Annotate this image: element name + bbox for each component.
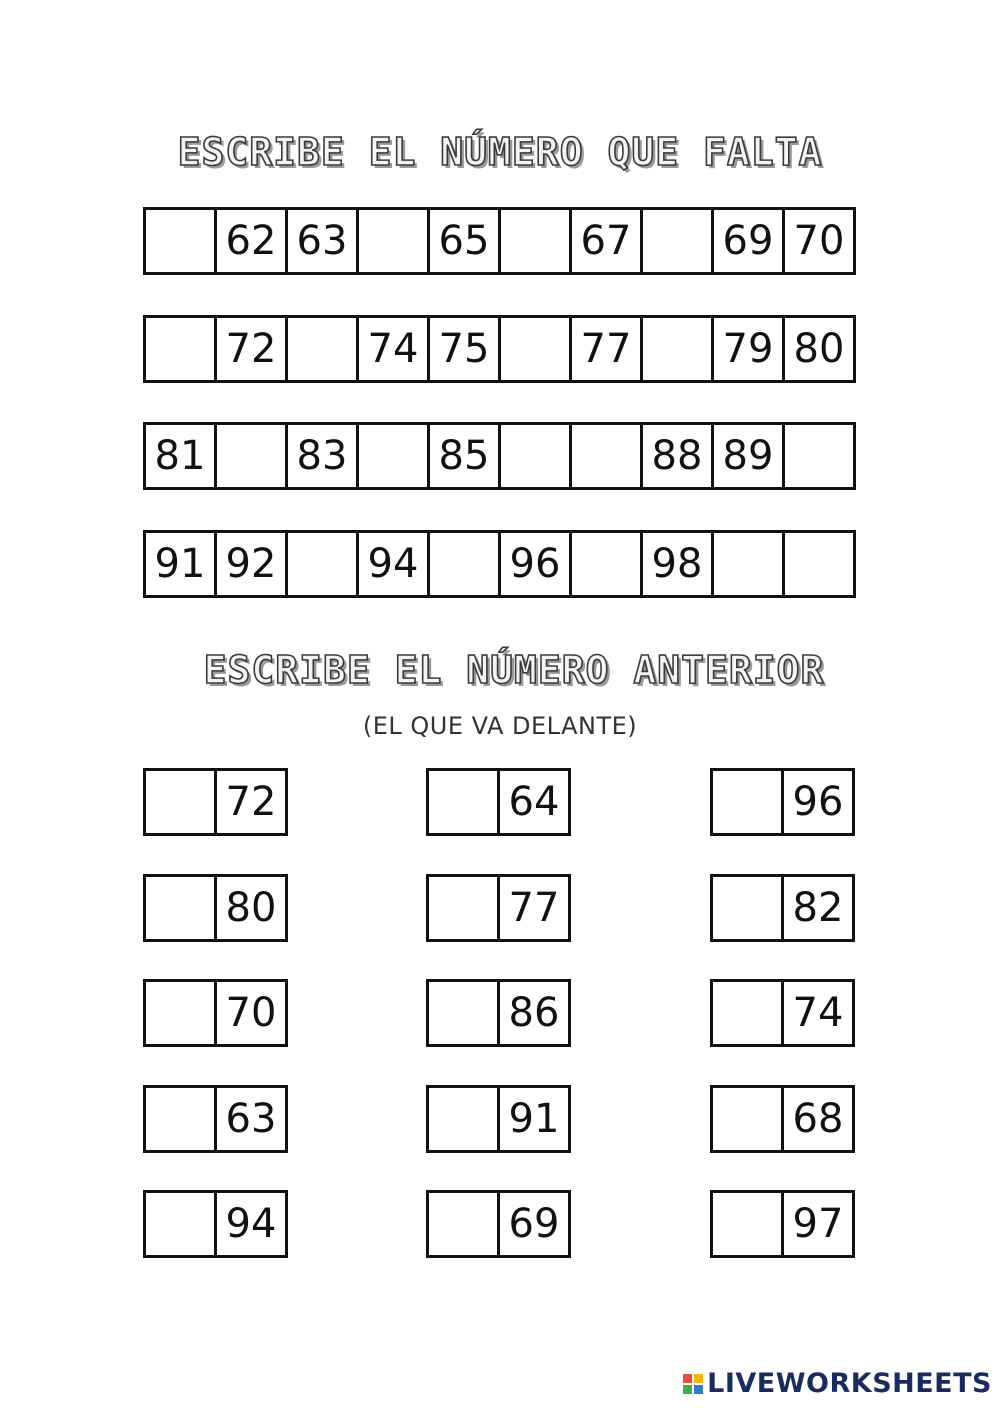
title-previous-number: ESCRIBE EL NÚMERO ANTERIOR (203, 648, 825, 692)
given-number: 70 (793, 218, 845, 264)
given-number: 92 (217, 533, 288, 595)
answer-box[interactable] (501, 210, 572, 272)
previous-number-pair (143, 874, 288, 942)
answer-box[interactable] (429, 771, 500, 833)
answer-box[interactable] (429, 877, 500, 939)
given-number: 91 (146, 533, 217, 595)
given-number: 74 (359, 318, 430, 380)
answer-box[interactable] (713, 771, 784, 833)
answer-box[interactable] (785, 425, 853, 487)
given-number: 81 (146, 425, 217, 487)
given-number: 74 (792, 990, 844, 1036)
answer-box[interactable] (713, 1193, 784, 1255)
answer-box[interactable] (429, 982, 500, 1044)
answer-box[interactable] (429, 1088, 500, 1150)
given-number: 77 (508, 885, 560, 931)
previous-number-pair (426, 1190, 571, 1258)
previous-number-pair (710, 979, 855, 1047)
given-number: 82 (792, 885, 844, 931)
given-number: 69 (508, 1201, 560, 1247)
given-number: 77 (572, 318, 643, 380)
given-number: 80 (225, 885, 277, 931)
logo-square-yellow (694, 1374, 703, 1383)
given-number: 67 (572, 210, 643, 272)
answer-box[interactable] (146, 1193, 217, 1255)
previous-number-pair (710, 1190, 855, 1258)
given-number: 80 (793, 326, 845, 372)
title-missing-number: ESCRIBE EL NÚMERO QUE FALTA (177, 130, 823, 174)
given-number: 75 (430, 318, 501, 380)
given-number: 96 (501, 533, 572, 595)
given-number: 86 (508, 990, 560, 1036)
given-number: 63 (288, 210, 359, 272)
previous-number-pair (143, 1190, 288, 1258)
answer-box[interactable] (714, 533, 785, 595)
answer-box[interactable] (643, 210, 714, 272)
given-number: 89 (714, 425, 785, 487)
given-number: 64 (508, 779, 560, 825)
answer-box[interactable] (429, 1193, 500, 1255)
answer-box[interactable] (146, 210, 217, 272)
given-number: 85 (430, 425, 501, 487)
subtitle-previous-number: (EL QUE VA DELANTE) (362, 712, 638, 740)
number-row (143, 315, 856, 383)
answer-box[interactable] (217, 425, 288, 487)
answer-box[interactable] (713, 1088, 784, 1150)
logo-squares-icon (683, 1374, 703, 1394)
given-number: 96 (792, 779, 844, 825)
answer-box[interactable] (146, 982, 217, 1044)
given-number: 94 (359, 533, 430, 595)
given-number: 65 (430, 210, 501, 272)
previous-number-pair (710, 874, 855, 942)
given-number: 68 (792, 1096, 844, 1142)
liveworksheets-logo (683, 1368, 992, 1399)
answer-box[interactable] (713, 877, 784, 939)
answer-box[interactable] (146, 1088, 217, 1150)
logo-square-blue (694, 1385, 703, 1394)
answer-box[interactable] (288, 318, 359, 380)
answer-box[interactable] (430, 533, 501, 595)
given-number: 91 (508, 1096, 560, 1142)
previous-number-pair (143, 768, 288, 836)
answer-box[interactable] (359, 425, 430, 487)
logo-text: LIVEWORKSHEETS (707, 1368, 992, 1399)
answer-box[interactable] (146, 771, 217, 833)
previous-number-pair (143, 979, 288, 1047)
logo-square-green (683, 1385, 692, 1394)
given-number: 97 (792, 1201, 844, 1247)
given-number: 72 (225, 779, 277, 825)
previous-number-pair (426, 1085, 571, 1153)
previous-number-pair (143, 1085, 288, 1153)
previous-number-pair (710, 768, 855, 836)
given-number: 83 (288, 425, 359, 487)
number-row (143, 207, 856, 275)
answer-box[interactable] (359, 210, 430, 272)
answer-box[interactable] (572, 425, 643, 487)
answer-box[interactable] (501, 318, 572, 380)
previous-number-pair (426, 979, 571, 1047)
previous-number-pair (426, 874, 571, 942)
given-number: 79 (714, 318, 785, 380)
answer-box[interactable] (572, 533, 643, 595)
answer-box[interactable] (785, 533, 853, 595)
number-row (143, 530, 856, 598)
given-number: 98 (643, 533, 714, 595)
logo-square-red (683, 1374, 692, 1383)
previous-number-pair (426, 768, 571, 836)
given-number: 62 (217, 210, 288, 272)
given-number: 88 (643, 425, 714, 487)
answer-box[interactable] (643, 318, 714, 380)
given-number: 72 (217, 318, 288, 380)
answer-box[interactable] (146, 318, 217, 380)
answer-box[interactable] (501, 425, 572, 487)
given-number: 94 (225, 1201, 277, 1247)
given-number: 69 (714, 210, 785, 272)
number-row (143, 422, 856, 490)
answer-box[interactable] (288, 533, 359, 595)
given-number: 70 (225, 990, 277, 1036)
answer-box[interactable] (713, 982, 784, 1044)
answer-box[interactable] (146, 877, 217, 939)
given-number: 63 (225, 1096, 277, 1142)
previous-number-pair (710, 1085, 855, 1153)
